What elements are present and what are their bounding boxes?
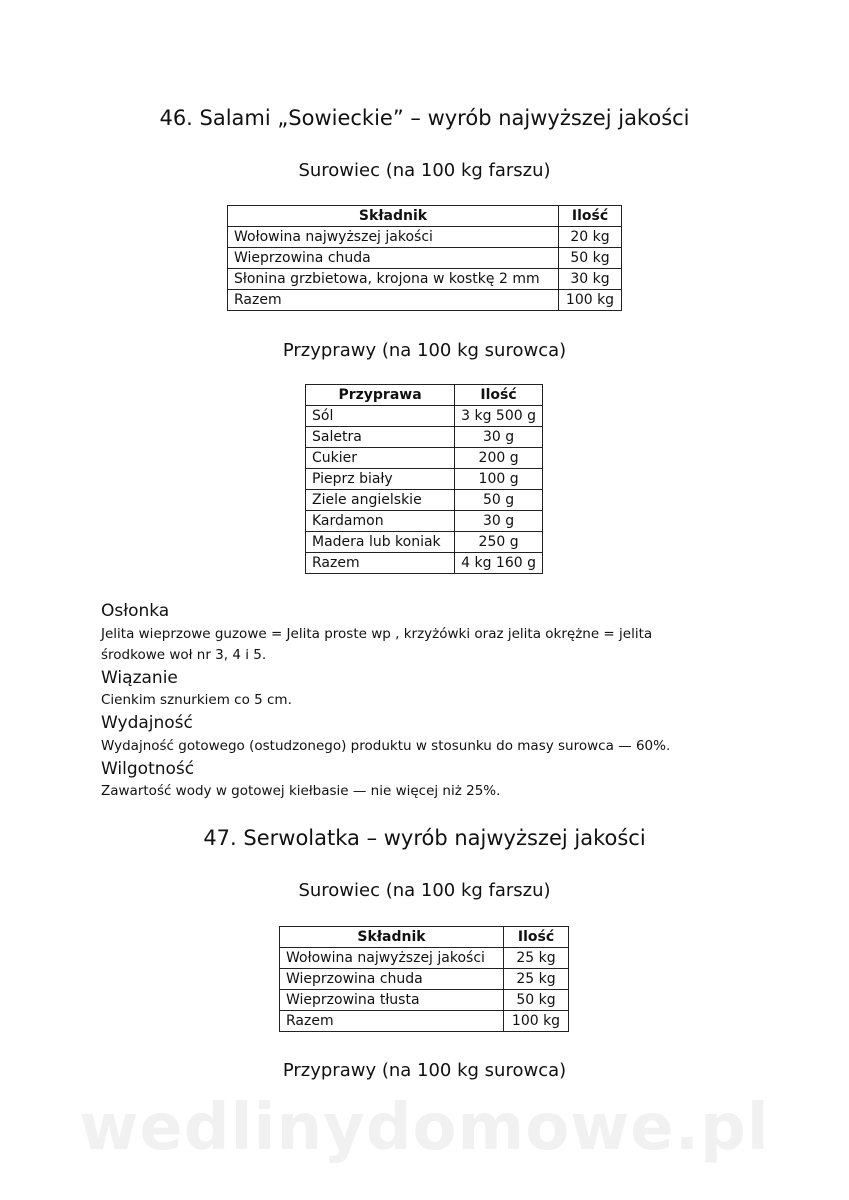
- table-row: [228, 227, 622, 248]
- spice-cell: Ziele angielskie: [306, 490, 455, 511]
- ingredient-cell: Wieprzowina chuda: [280, 969, 504, 990]
- yield-heading: Wydajność: [101, 713, 193, 733]
- spice-cell: Sól: [306, 406, 455, 427]
- recipe-46-raw-heading: Surowiec (na 100 kg farszu): [298, 160, 551, 181]
- ingredient-cell: Wołowina najwyższej jakości: [228, 227, 559, 248]
- column-header: Składnik: [228, 206, 559, 227]
- column-header: Składnik: [280, 927, 504, 948]
- table-row: [306, 406, 543, 427]
- amount-cell: 30 g: [455, 427, 543, 448]
- ingredient-cell: Wieprzowina chuda: [228, 248, 559, 269]
- casing-text-line-2: środkowe woł nr 3, 4 i 5.: [101, 647, 267, 663]
- amount-cell: 250 g: [455, 532, 543, 553]
- ingredient-cell: Razem: [228, 290, 559, 311]
- spice-cell: Kardamon: [306, 511, 455, 532]
- column-header: Przyprawa: [306, 385, 455, 406]
- watermark: wedlinydomowe.pl: [79, 1091, 770, 1165]
- amount-cell: 25 kg: [504, 969, 569, 990]
- amount-cell: 200 g: [455, 448, 543, 469]
- table-row: [280, 1011, 569, 1032]
- column-header: Ilość: [559, 206, 622, 227]
- recipe-46-raw-table: [227, 205, 622, 311]
- recipe-47-raw-table: [279, 926, 569, 1032]
- recipe-46-spice-heading: Przyprawy (na 100 kg surowca): [282, 340, 567, 361]
- moisture-text: Zawartość wody w gotowej kiełbasie — nie więcej niż 25%.: [101, 783, 501, 799]
- table-row: [306, 532, 543, 553]
- column-header: Ilość: [455, 385, 543, 406]
- ingredient-cell: Słonina grzbietowa, krojona w kostkę 2 mm: [228, 269, 559, 290]
- moisture-heading: Wilgotność: [101, 759, 195, 779]
- casing-heading: Osłonka: [101, 601, 170, 621]
- amount-cell: 100 g: [455, 469, 543, 490]
- recipe-47-title: 47. Serwolatka – wyrób najwyższej jakości: [203, 826, 646, 850]
- table-header-row: [280, 927, 569, 948]
- table-row: [306, 427, 543, 448]
- ingredient-cell: Razem: [280, 1011, 504, 1032]
- recipe-47-spice-heading: Przyprawy (na 100 kg surowca): [282, 1060, 567, 1081]
- tying-heading: Wiązanie: [101, 668, 178, 688]
- amount-cell: 20 kg: [559, 227, 622, 248]
- table-row: [228, 248, 622, 269]
- amount-cell: 3 kg 500 g: [455, 406, 543, 427]
- table-row: [280, 948, 569, 969]
- table-row: [306, 490, 543, 511]
- amount-cell: 50 kg: [504, 990, 569, 1011]
- amount-cell: 50 g: [455, 490, 543, 511]
- amount-cell: 30 g: [455, 511, 543, 532]
- casing-text-line-1: Jelita wieprzowe guzowe = Jelita proste wp , krzyżówki oraz jelita okrężne = jelita: [101, 626, 653, 642]
- amount-cell: 50 kg: [559, 248, 622, 269]
- amount-cell: 30 kg: [559, 269, 622, 290]
- table-header-row: [306, 385, 543, 406]
- amount-cell: 100 kg: [504, 1011, 569, 1032]
- table-row: [228, 290, 622, 311]
- ingredient-cell: Wieprzowina tłusta: [280, 990, 504, 1011]
- amount-cell: 4 kg 160 g: [455, 553, 543, 574]
- amount-cell: 25 kg: [504, 948, 569, 969]
- table-row: [280, 990, 569, 1011]
- recipe-46-title: 46. Salami „Sowieckie” – wyrób najwyższej jakości: [159, 106, 690, 130]
- recipe-47-raw-heading: Surowiec (na 100 kg farszu): [298, 880, 551, 901]
- spice-cell: Pieprz biały: [306, 469, 455, 490]
- spice-cell: Cukier: [306, 448, 455, 469]
- spice-cell: Razem: [306, 553, 455, 574]
- table-header-row: [228, 206, 622, 227]
- amount-cell: 100 kg: [559, 290, 622, 311]
- spice-cell: Madera lub koniak: [306, 532, 455, 553]
- tying-text: Cienkim sznurkiem co 5 cm.: [101, 692, 292, 708]
- spice-cell: Saletra: [306, 427, 455, 448]
- table-row: [228, 269, 622, 290]
- recipe-46-spice-table: [305, 384, 543, 574]
- table-row: [306, 511, 543, 532]
- table-row: [280, 969, 569, 990]
- table-row: [306, 469, 543, 490]
- yield-text: Wydajność gotowego (ostudzonego) produktu w stosunku do masy surowca — 60%.: [101, 738, 671, 754]
- table-row: [306, 553, 543, 574]
- column-header: Ilość: [504, 927, 569, 948]
- table-row: [306, 448, 543, 469]
- ingredient-cell: Wołowina najwyższej jakości: [280, 948, 504, 969]
